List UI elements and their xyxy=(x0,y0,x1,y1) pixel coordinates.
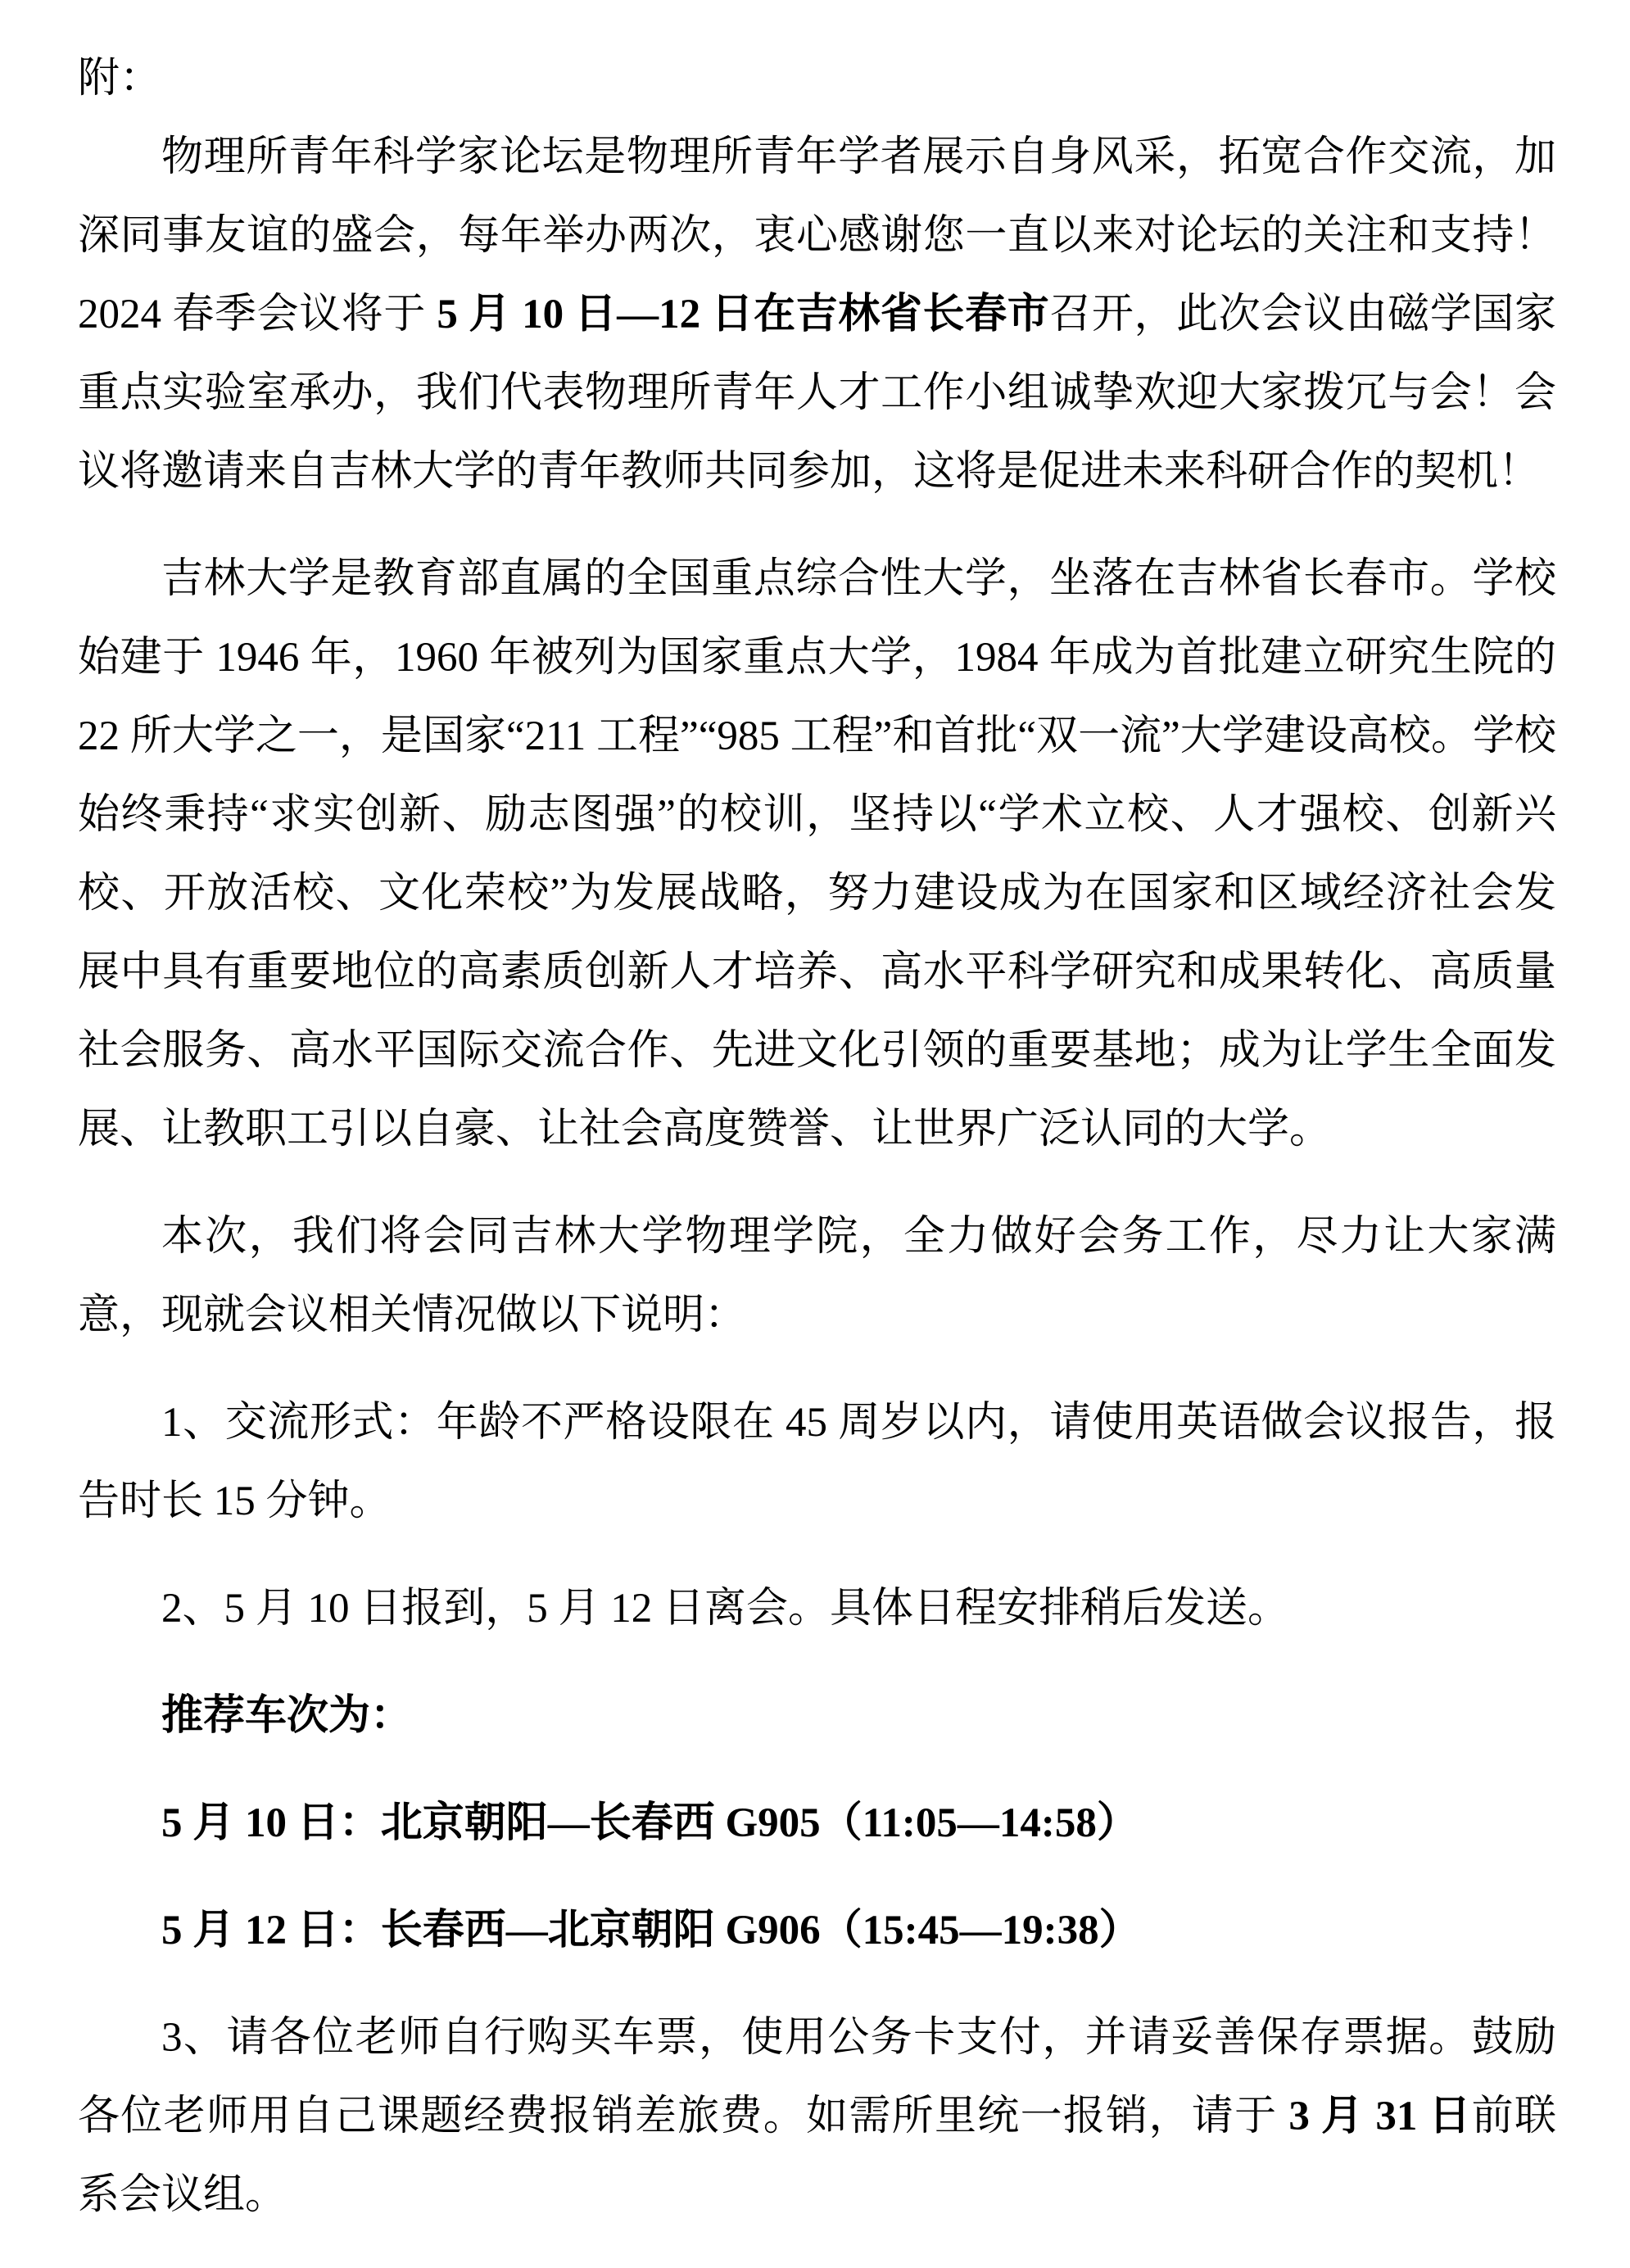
train-may12-g906-line xyxy=(78,1891,1556,1970)
bold-text-run: 5 月 10 日：北京朝阳—长春西 G905（11:05—14:58） xyxy=(161,1800,1139,1846)
train-may10-g905-line xyxy=(78,1784,1556,1863)
text-run: 吉林大学是教育部直属的全国重点综合性大学，坐落在吉林省长春市。学校始建于 1946 年，1960 年被列为国家重点大学，1984 年成为首批建立研究生院的 22 所大学之一，是国家“211 工程”“985 工程”和首批“双一流”大学建设高校。学校始终秉持“求实创新、励志图强”的校训，坚持以“学术立校、人才强校、创新兴校、开放活校、文化荣校”为发展战略，努力建设成为在国家和区域经济社会发展中具有重要地位的高素质创新人才培养、高水平科学研究和成果转化、高质量社会服务、高水平国际交流合作、先进文化引领的重要基地；成为让学生全面发展、让教职工引以自豪、让社会高度赞誉、让世界广泛认同的大学。 xyxy=(78,556,1556,1152)
text-run: 1、交流形式：年龄不严格设限在 45 周岁以内，请使用英语做会议报告，报告时长 15 分钟。 xyxy=(78,1400,1556,1524)
text-run: 3、请各位老师自行购买车票，使用公务卡支付，并请妥善保存票据。鼓励各位老师用自己课题经费报销差旅费。如需所里统一报销，请于 xyxy=(78,2015,1556,2139)
recommended-trains-heading xyxy=(78,1677,1556,1755)
text-run: 物理所青年科学家论坛是物理所青年学者展示自身风采，拓宽合作交流，加深同事友谊的盛会，每年举办两次，衷心感谢您一直以来对论坛的关注和支持！2024 春季会议将于 xyxy=(78,134,1556,337)
bold-text-run: 3 月 31 日 xyxy=(1288,2094,1472,2139)
bold-text-run: 5 月 12 日：长春西—北京朝阳 G906（15:45—19:38） xyxy=(161,1908,1141,1953)
text-run: 附： xyxy=(78,56,162,102)
text-run: 本次，我们将会同吉林大学物理学院，全力做好会务工作，尽力让大家满意，现就会议相关情况做以下说明： xyxy=(78,1214,1556,1338)
bold-text-run: 推荐车次为： xyxy=(161,1693,413,1739)
text-run: 2、5 月 10 日报到，5 月 12 日离会。具体日程安排稍后发送。 xyxy=(161,1586,1290,1632)
item-2-checkin-schedule xyxy=(78,1569,1556,1648)
item-3-ticket-reimbursement xyxy=(78,1999,1556,2234)
attachment-label xyxy=(78,39,1556,118)
text-run: 前联系会议组。 xyxy=(78,2094,1556,2218)
bold-text-run: 5 月 10 日—12 日在吉林省长春市 xyxy=(437,292,1050,337)
forum-intro-paragraph xyxy=(78,118,1556,511)
text-run: 召开，此次会议由磁学国家重点实验室承办，我们代表物理所青年人才工作小组诚挚欢迎大家拨冗与会！会议将邀请来自吉林大学的青年教师共同参加，这将是促进未来科研合作的契机！ xyxy=(78,292,1556,495)
jilin-university-paragraph xyxy=(78,540,1556,1169)
document-body xyxy=(78,39,1556,2234)
meeting-arrangement-paragraph xyxy=(78,1197,1556,1355)
item-1-exchange-format xyxy=(78,1383,1556,1541)
